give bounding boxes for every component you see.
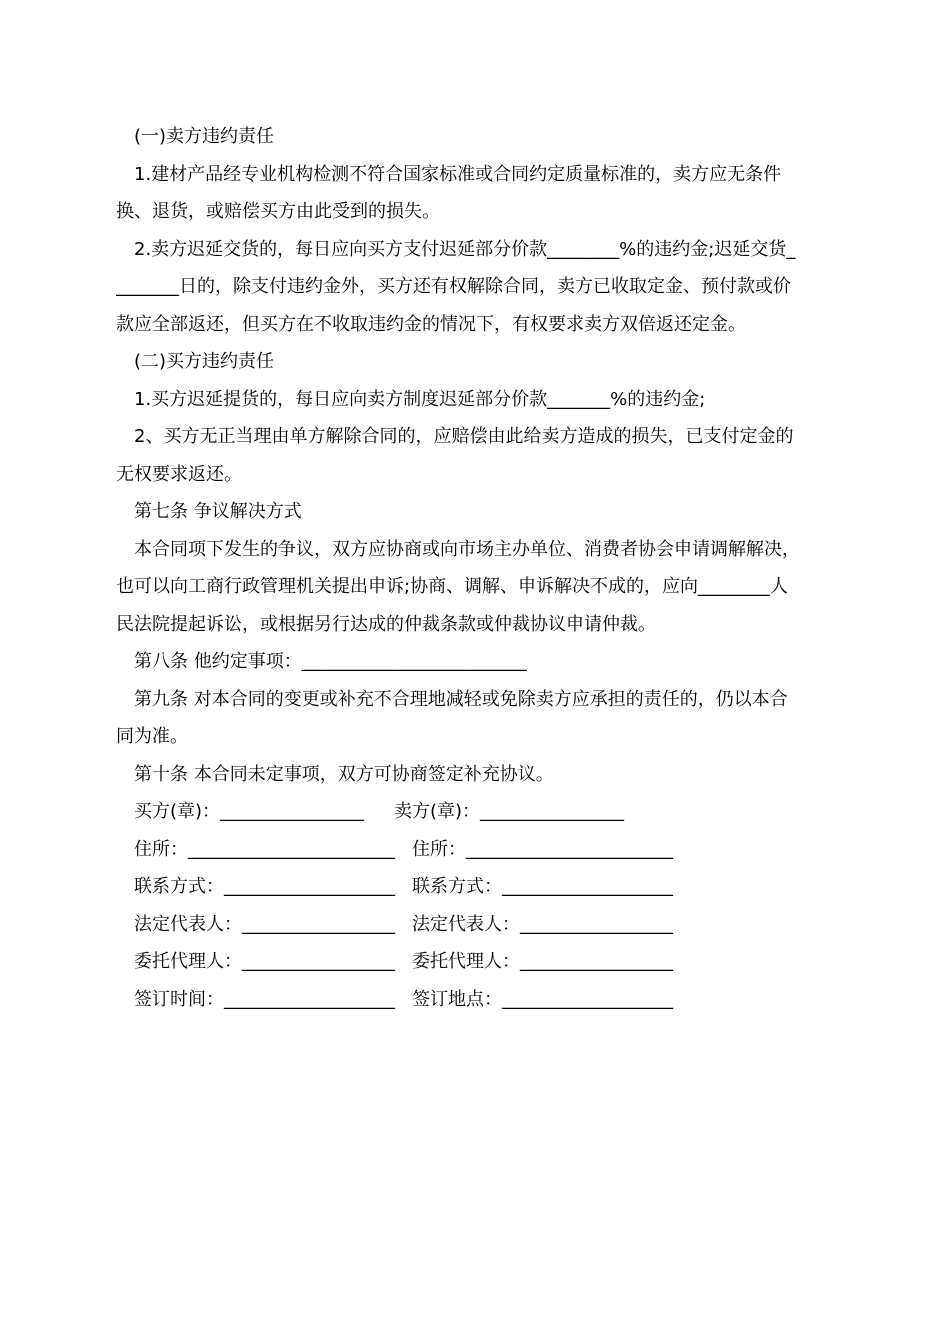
article-9-line-1: 第九条 对本合同的变更或补充不合理地减轻或免除卖方应承担的责任的，仍以本合 [134, 688, 788, 710]
sign-time-field: 签订时间：___________________ [134, 988, 395, 1010]
seller-item-2-line-2: _______日的，除支付违约金外，买方还有权解除合同，卖方已收取定金、预付款或价 [116, 276, 791, 297]
seller-seal-field: 卖方(章)：________________ [394, 801, 625, 822]
buyer-legal-rep-field: 法定代表人：_________________ [134, 913, 395, 935]
section-heading-seller-breach: (一)卖方违约责任 [134, 126, 275, 147]
signature-row-seal [116, 793, 834, 831]
seller-agent-field: 委托代理人：_________________ [412, 951, 673, 972]
article-7-line-2: 也可以向工商行政管理机关提出申诉;协商、调解、申诉解决不成的，应向________人 [116, 576, 789, 597]
article-7-title: 第七条 争议解决方式 [134, 501, 302, 522]
seller-address-field: 住所：_______________________ [412, 838, 673, 860]
article-10: 第十条 本合同未定事项，双方可协商签定补充协议。 [134, 763, 554, 785]
buyer-item-1-line-1: 1.买方迟延提货的，每日应向卖方制度迟延部分价款_______%的违约金; [134, 388, 706, 410]
article-7-line-1: 本合同项下发生的争议，双方应协商或向市场主办单位、消费者协会申请调解解决， [134, 538, 800, 560]
signature-row-address [116, 831, 834, 869]
signature-row-agent [116, 943, 834, 981]
buyer-seal-field: 买方(章)：________________ [134, 801, 365, 822]
seller-item-1-line-1: 1.建材产品经专业机构检测不符合国家标准或合同约定质量标准的，卖方应无条件 [134, 163, 782, 185]
buyer-address-field: 住所：_______________________ [134, 838, 395, 860]
signature-row-time-place [116, 981, 834, 1019]
section-heading-buyer-breach: (二)买方违约责任 [134, 351, 275, 372]
seller-item-2-line-3: 款应全部返还，但买方在不收取违约金的情况下，有权要求卖方双倍返还定金。 [116, 313, 746, 335]
buyer-item-2-line-2: 无权要求返还。 [116, 463, 242, 485]
article-7-line-3: 民法院提起诉讼，或根据另行达成的仲裁条款或仲裁协议申请仲裁。 [116, 613, 656, 635]
seller-legal-rep-field: 法定代表人：_________________ [412, 913, 673, 935]
signature-row-contact [116, 868, 834, 906]
article-9-line-2: 同为准。 [116, 726, 188, 747]
buyer-item-2-line-1: 2、买方无正当理由单方解除合同的，应赔偿由此给卖方造成的损失，已支付定金的 [134, 426, 794, 447]
seller-item-2-line-1: 2.卖方迟延交货的，每日应向买方支付迟延部分价款________%的违约金;迟延交货_ [134, 238, 796, 260]
sign-place-field: 签订地点：___________________ [412, 988, 673, 1010]
seller-contact-field: 联系方式：___________________ [412, 876, 673, 897]
contract-body [116, 118, 834, 1018]
seller-item-1-line-2: 换、退货，或赔偿买方由此受到的损失。 [116, 201, 440, 222]
buyer-contact-field: 联系方式：___________________ [134, 876, 395, 897]
signature-row-legal-rep [116, 906, 834, 944]
buyer-agent-field: 委托代理人：_________________ [134, 951, 395, 972]
article-8: 第八条 他约定事项：_________________________ [134, 651, 527, 672]
